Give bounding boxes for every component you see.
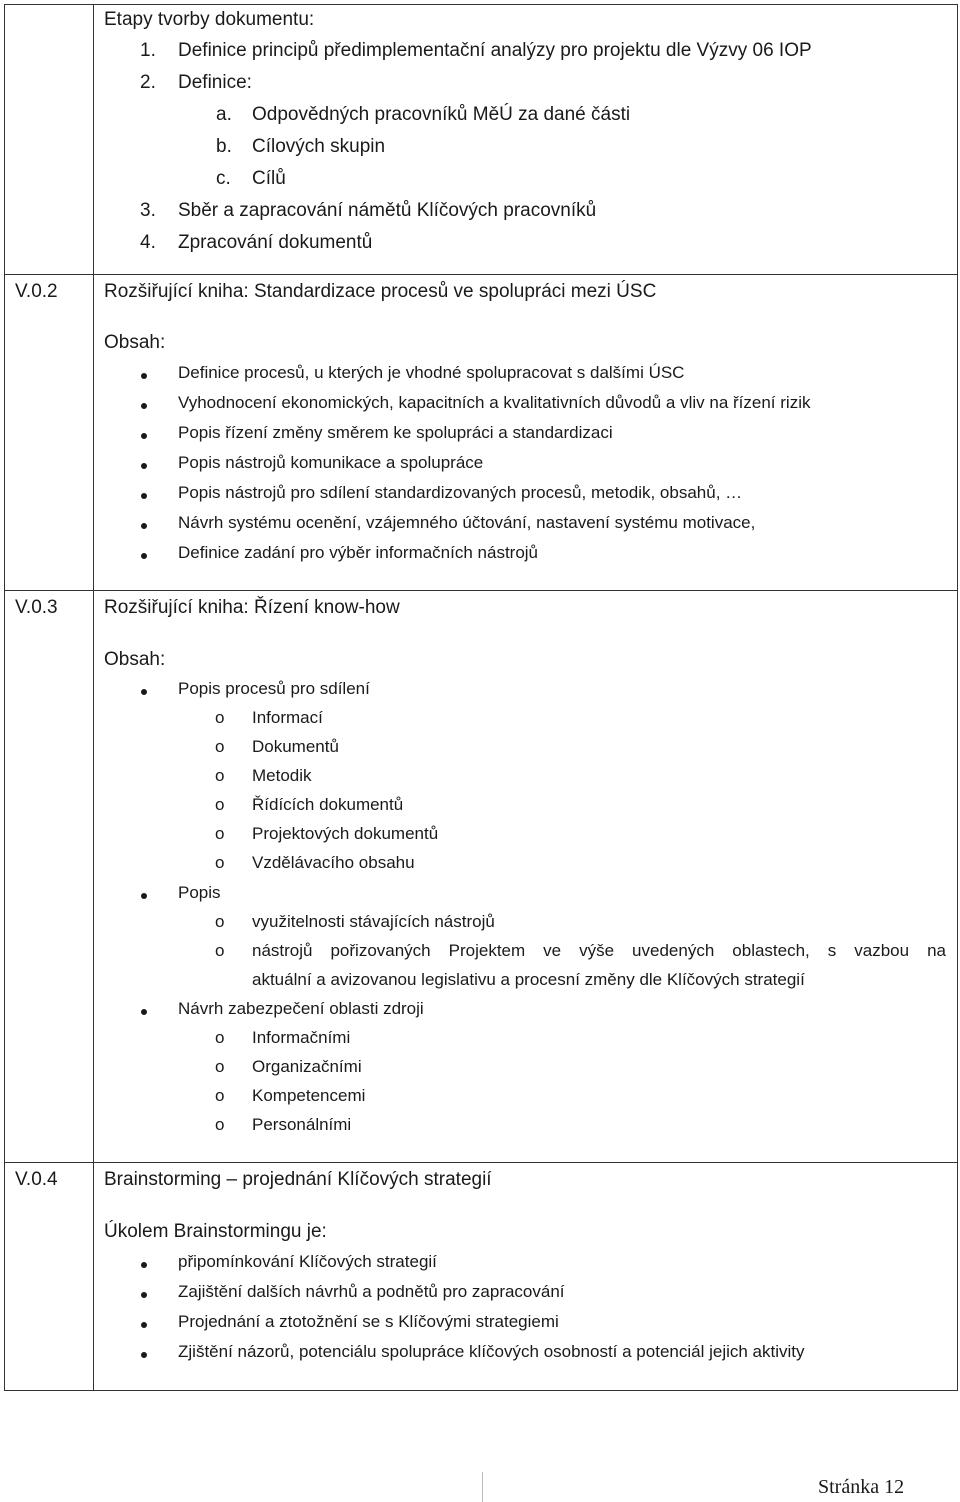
step-text: Sběr a zapracování námětů Klíčových pracovníků [178,200,597,221]
sub-item: nástrojů pořizovaných Projektem ve výše uvedených oblastech, s vazbou na [252,941,946,960]
sub-item: Kompetencemi [252,1086,366,1105]
list-item: Projednání a ztotožnění se s Klíčovými strategiemi [178,1312,559,1331]
content-label: Obsah: [104,649,166,670]
bullet-icon [141,553,147,559]
row-v02 [5,275,958,591]
sub-item: využitelnosti stávajících nástrojů [252,912,495,931]
section-title: Rozšiřující kniha: Řízení know-how [104,597,400,618]
sub-marker: o [215,766,225,785]
step-text: Definice principů předimplementační analýzy pro projektu dle Výzvy 06 IOP [178,40,812,61]
sub-text: Odpovědných pracovníků MěÚ za dané části [252,104,631,125]
sub-item-continuation: aktuální a avizovanou legislativu a procesní změny dle Klíčových strategií [252,970,805,989]
sub-item: Vzdělávacího obsahu [252,853,415,872]
sub-marker: o [215,853,225,872]
sub-marker: o [215,1057,225,1076]
section-id: V.0.2 [15,281,58,302]
sub-item: Informací [252,708,323,727]
id-cell-v02 [5,275,94,591]
content-cell-v03 [94,591,958,1163]
row-intro [5,5,958,275]
row-v04 [5,1163,958,1391]
sub-marker: o [215,795,225,814]
bullet-icon [141,1292,147,1298]
sub-marker: o [215,824,225,843]
bullet-icon [141,433,147,439]
content-cell-v02 [94,275,958,591]
step-text: Zpracování dokumentů [178,232,373,253]
sub-marker: o [215,1028,225,1047]
step-number: 3. [140,200,156,221]
bullet-icon [141,403,147,409]
sub-item: Dokumentů [252,737,339,756]
sub-marker: o [215,912,225,931]
bullet-icon [141,1009,147,1015]
bullet-icon [141,1322,147,1328]
bullet-icon [141,373,147,379]
stages-heading: Etapy tvorby dokumentu: [104,9,315,30]
list-item: Popis nástrojů pro sdílení standardizovaných procesů, metodik, obsahů, … [178,483,743,502]
section-id: V.0.3 [15,597,58,618]
sub-item: Personálními [252,1115,352,1134]
sub-marker: o [215,737,225,756]
sub-text: Cílových skupin [252,136,386,157]
bullet-icon [141,1262,147,1268]
list-item: Definice procesů, u kterých je vhodné spolupracovat s dalšími ÚSC [178,363,685,382]
page-number: Stránka 12 [818,1476,905,1498]
sub-item: Projektových dokumentů [252,824,439,843]
sub-item: Řídících dokumentů [252,795,404,814]
id-cell-intro [5,5,94,275]
sub-marker: o [215,708,225,727]
sub-item: Metodik [252,766,312,785]
sub-item: Informačními [252,1028,351,1047]
section-id: V.0.4 [15,1169,58,1190]
bullet-icon [141,1352,147,1358]
task-label: Úkolem Brainstormingu je: [104,1221,327,1242]
content-label: Obsah: [104,332,166,353]
step-number: 2. [140,72,156,93]
content-cell-v04 [94,1163,958,1391]
sub-marker: o [215,1086,225,1105]
list-item: Popis [178,883,221,902]
content-cell-intro [94,5,958,275]
list-item: Zjištění názorů, potenciálu spolupráce klíčových osobností a potenciál jejich aktivity [178,1342,805,1361]
step-text: Definice: [178,72,252,93]
section-title: Brainstorming – projednání Klíčových strategií [104,1169,492,1190]
bullet-icon [141,523,147,529]
list-item: Popis nástrojů komunikace a spolupráce [178,453,484,472]
footer-divider [482,1472,483,1502]
bullet-icon [141,893,147,899]
step-number: 4. [140,232,156,253]
sub-letter: c. [216,168,231,189]
sub-item: Organizačními [252,1057,362,1076]
sub-text: Cílů [252,168,286,189]
sub-marker: o [215,1115,225,1134]
sub-letter: b. [216,136,232,157]
list-item: Popis procesů pro sdílení [178,679,370,698]
list-item: Návrh systému ocenění, vzájemného účtování, nastavení systému motivace, [178,513,756,532]
sub-marker: o [215,941,225,960]
list-item: Popis řízení změny směrem ke spolupráci a standardizaci [178,423,613,442]
sub-letter: a. [216,104,232,125]
list-item: Vyhodnocení ekonomických, kapacitních a kvalitativních důvodů a vliv na řízení rizik [178,393,811,412]
step-number: 1. [140,40,156,61]
bullet-icon [141,689,147,695]
bullet-icon [141,463,147,469]
bullet-icon [141,493,147,499]
id-cell-v03 [5,591,94,1163]
list-item: Návrh zabezpečení oblasti zdroji [178,999,424,1018]
id-cell-v04 [5,1163,94,1391]
list-item: Zajištění dalších návrhů a podnětů pro zapracování [178,1282,565,1301]
document-table [4,4,958,1391]
list-item: připomínkování Klíčových strategií [178,1252,437,1271]
list-item: Definice zadání pro výběr informačních nástrojů [178,543,539,562]
row-v03 [5,591,958,1163]
section-title: Rozšiřující kniha: Standardizace procesů ve spolupráci mezi ÚSC [104,281,657,302]
